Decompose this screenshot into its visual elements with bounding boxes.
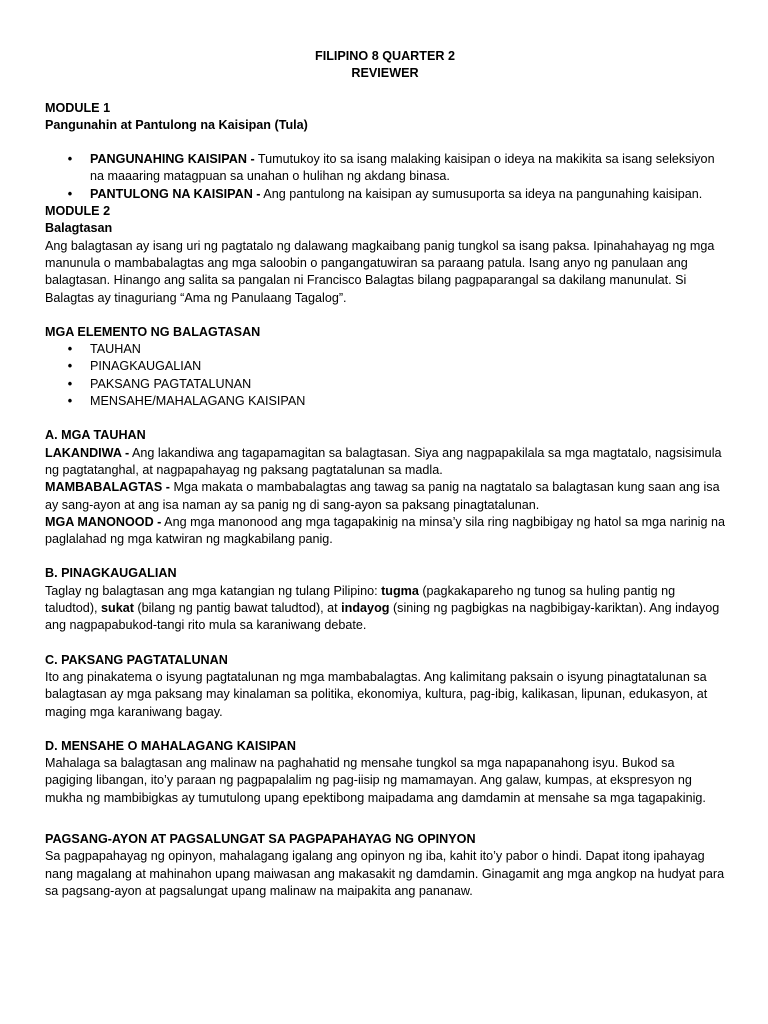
term-definition: Tumutukoy ito sa isang malaking kaisipan o ideya na makikita sa isang seleksiyon na maaaring matagpuan sa unahan o hulihan ng akdang binasa. bbox=[90, 152, 715, 184]
keyword-indayog: indayog bbox=[341, 601, 390, 616]
bullet-icon: • bbox=[67, 342, 73, 357]
section-d-body: Mahalaga sa balagtasan ang malinaw na paghahatid ng mensahe tungkol sa mga napapanahong isyu. Bukod sa pagiging libangan, ito’y paraan ng pagpapalalim ng pag-iisip ng mamamayan. Ang galaw, kumpas, at ekspresyon ng mukha ng mambibigkas ay tumutulong upang epektibong maipadama ang damdamin at mensahe sa mga tagapakinig. bbox=[45, 756, 706, 805]
elements-heading: MGA ELEMENTO NG BALAGTASAN bbox=[45, 324, 261, 339]
elements-list bbox=[45, 341, 725, 410]
body-text: (bilang ng pantig bawat taludtod), at bbox=[133, 601, 342, 616]
section-a-heading: A. MGA TAUHAN bbox=[45, 428, 146, 443]
document-content bbox=[45, 48, 725, 900]
list-item-label: PINAGKAUGALIAN bbox=[90, 359, 202, 374]
document-title: FILIPINO 8 QUARTER 2 bbox=[315, 49, 455, 63]
bullet-icon: • bbox=[67, 152, 73, 167]
term-definition: Ang pantulong na kaisipan ay sumusuporta sa ideya na pangunahing kaisipan. bbox=[260, 186, 703, 201]
bullet-icon: • bbox=[67, 376, 73, 391]
list-item bbox=[45, 151, 725, 186]
module1-heading: MODULE 1 bbox=[45, 100, 111, 115]
section-c-body: Ito ang pinakatema o isyung pagtatalunan ng mga mambabalagtas. Ang kalimitang paksain o isyung pinagtatalunan sa balagtasan ay mga paksang may kinalaman sa politika, ekonomiya, kultura, pag-ibig, kalikasan, lipunan, edukasyon, at maging mga karaniwang bagay. bbox=[45, 669, 708, 719]
keyword-sukat: sukat bbox=[101, 601, 134, 616]
opinion-body: Sa pagpapahayag ng opinyon, mahalagang igalang ang opinyon ng iba, kahit ito’y pabor o hindi. Dapat itong ipahayag nang magalang at mahinahon upang maiwasan ang makasakit ng damdamin. Ginagamit ang mga angkop na hudyat para sa pagsang-ayon at pagsalungat upang malinaw na maipakita ang pananaw. bbox=[45, 849, 725, 898]
term-label: MGA MANONOOD - bbox=[45, 514, 162, 529]
term-label: LAKANDIWA - bbox=[45, 445, 130, 460]
body-text: (pagkakapareho ng tunog sa huling pantig ng taludtod), bbox=[45, 583, 676, 616]
list-item bbox=[45, 358, 725, 375]
section-a-entry bbox=[45, 445, 725, 480]
section-c-heading: C. PAKSANG PAGTATALUNAN bbox=[45, 652, 228, 667]
keyword-tugma: tugma bbox=[381, 583, 419, 598]
term-definition: Ang mga manonood ang mga tagapakinig na minsa’y sila ring nagbibigay ng hatol sa mga narinig na paglalahad ng mga katwiran ng magkabilang panig. bbox=[45, 514, 725, 547]
list-item-label: MENSAHE/MAHALAGANG KAISIPAN bbox=[90, 394, 306, 409]
section-b-body bbox=[45, 583, 725, 635]
list-item bbox=[45, 393, 725, 410]
list-item bbox=[45, 186, 725, 203]
module2-topic: Balagtasan bbox=[45, 221, 113, 236]
module1-topic: Pangunahin at Pantulong na Kaisipan (Tula) bbox=[45, 117, 308, 132]
term-label: MAMBABALAGTAS - bbox=[45, 480, 170, 495]
body-text: Taglay ng balagtasan ang mga katangian ng tulang Pilipino: bbox=[45, 583, 382, 598]
term-label: PANGUNAHING KAISIPAN - bbox=[90, 152, 255, 167]
module1-list bbox=[45, 151, 725, 203]
list-item bbox=[45, 341, 725, 358]
opinion-heading: PAGSANG-AYON AT PAGSALUNGAT SA PAGPAPAHAYAG NG OPINYON bbox=[45, 831, 476, 846]
module2-intro: Ang balagtasan ay isang uri ng pagtatalo ng dalawang magkaibang panig tungkol sa isang paksa. Ipinahahayag ng mga manunula o mambabalagtas ang mga saloobin o pangangatuwiran sa paraang patula. Isang anyo ng panulaan ang balagtasan. Hinango ang salita sa pangalan ni Francisco Balagtas bilang pagpaparangal sa dakilang manunulat. Si Balagtas ay tinaguriang “Ama ng Panulaang Tagalog”. bbox=[45, 238, 715, 305]
body-text: (sining ng pagbigkas na nagbibigay-kariktan). Ang indayog ang nagpapabukod-tangi rito mula sa karaniwang debate. bbox=[45, 601, 720, 633]
module2-heading: MODULE 2 bbox=[45, 204, 111, 219]
document-subtitle: REVIEWER bbox=[351, 66, 419, 81]
list-item-label: TAUHAN bbox=[90, 342, 141, 357]
term-definition: Ang lakandiwa ang tagapamagitan sa balagtasan. Siya ang nagpapakilala sa mga magtatalo, nagsisimula ng pagtatanghal, at nagpapahayag ng paksang pagtatalunan sa madla. bbox=[45, 445, 722, 477]
bullet-icon: • bbox=[67, 359, 73, 374]
bullet-icon: • bbox=[67, 186, 73, 201]
term-label: PANTULONG NA KAISIPAN - bbox=[90, 186, 261, 201]
bullet-icon: • bbox=[67, 394, 73, 409]
term-definition: Mga makata o mambabalagtas ang tawag sa panig na nagtatalo sa balagtasan kung saan ang isa ay sang-ayon at ang isa naman ay sa panig ng di sang-ayon sa paksang pinagtatalunan. bbox=[45, 480, 720, 512]
section-a-entry bbox=[45, 514, 725, 549]
list-item-label: PAKSANG PAGTATALUNAN bbox=[90, 376, 252, 391]
section-a-entry bbox=[45, 479, 725, 514]
section-d-heading: D. MENSAHE O MAHALAGANG KAISIPAN bbox=[45, 738, 296, 753]
list-item bbox=[45, 376, 725, 393]
section-b-heading: B. PINAGKAUGALIAN bbox=[45, 566, 177, 581]
